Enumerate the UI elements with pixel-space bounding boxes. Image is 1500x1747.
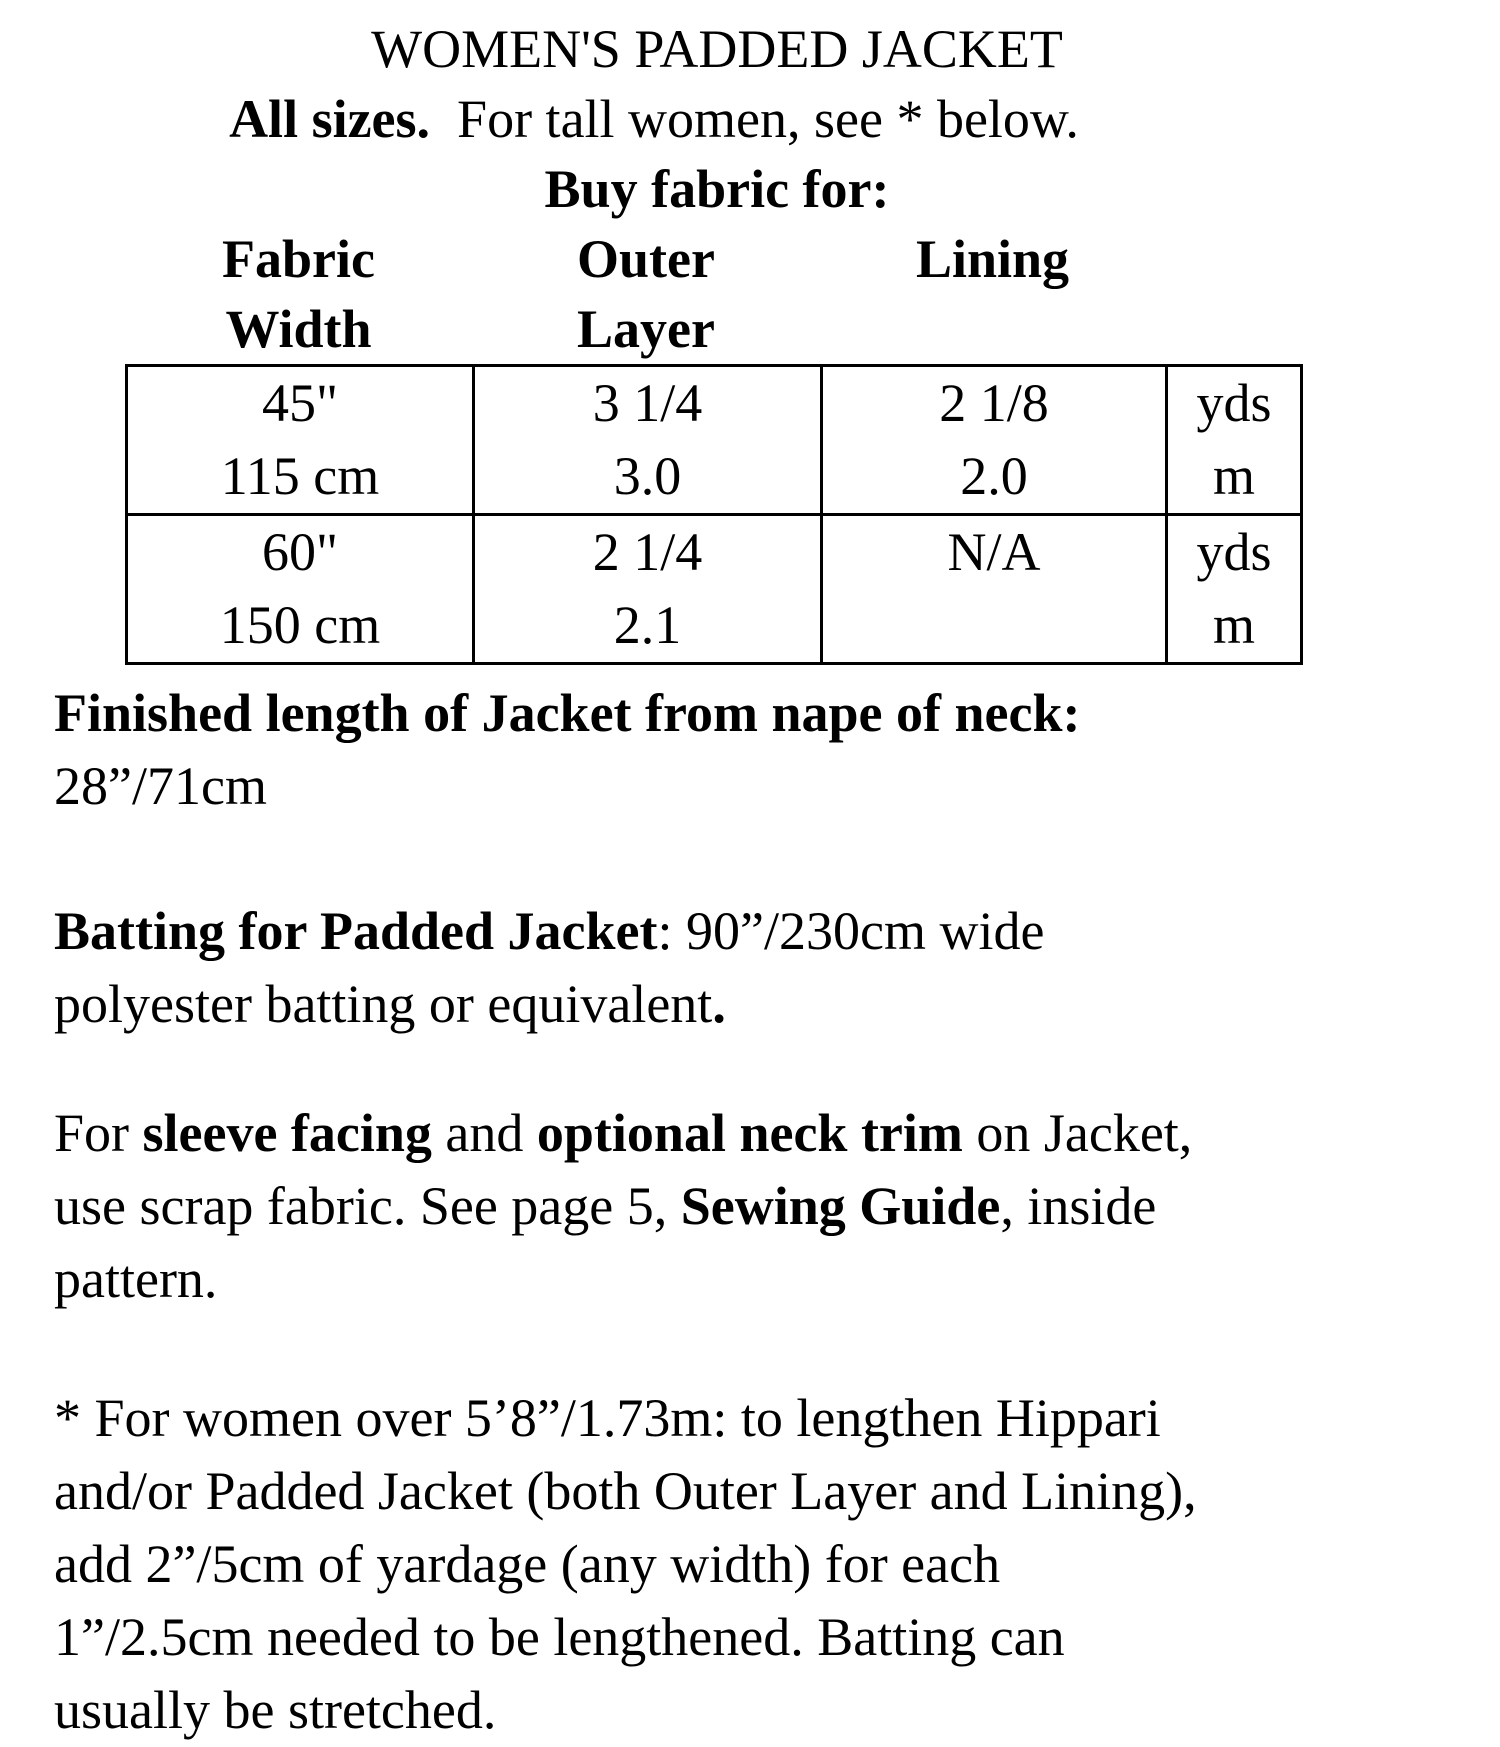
cell-line: 2.0 <box>960 446 1028 506</box>
batting-text: polyester batting or equivalent <box>54 974 713 1034</box>
column-header-line: Lining <box>915 229 1070 289</box>
cell-line: 2 1/4 <box>592 522 703 582</box>
cell-line: 115 cm <box>220 446 380 506</box>
paragraph-text: * For women over 5’8”/1.73m: to lengthen Hippari <box>54 1388 1161 1448</box>
units-cell <box>1167 515 1302 664</box>
paragraph-text: 1”/2.5cm needed to be lengthened. Batting can <box>54 1607 1065 1667</box>
document-header <box>54 14 1380 224</box>
sleeve-facing-term: sleeve facing <box>142 1103 432 1163</box>
all-sizes-label: All sizes. <box>229 89 431 149</box>
neck-trim-term: optional neck trim <box>536 1103 963 1163</box>
fabric-width-cell <box>127 515 474 664</box>
finished-length-value: 28”/71cm <box>54 756 267 816</box>
sleeve-facing-paragraph <box>54 1097 1454 1316</box>
buy-fabric-caption: Buy fabric for: <box>544 159 890 219</box>
units-cell <box>1167 366 1302 515</box>
paragraph-text: usually be stretched. <box>54 1680 497 1740</box>
cell-line: yds <box>1196 522 1272 582</box>
column-header-fabric-width <box>125 224 472 364</box>
sewing-guide-term: Sewing Guide <box>680 1176 1001 1236</box>
paragraph-text: , inside <box>1000 1176 1157 1236</box>
tall-women-note: For tall women, see * below. <box>430 89 1079 149</box>
sizes-line <box>54 84 1380 154</box>
finished-length-heading: Finished length of Jacket from nape of neck: <box>54 683 1081 743</box>
cell-line: 3.0 <box>613 446 682 506</box>
paragraph-text: on Jacket, <box>962 1103 1193 1163</box>
paragraph-text: use scrap fabric. See page 5, <box>54 1176 681 1236</box>
table-row-45-inch <box>127 366 1302 515</box>
cell-line: N/A <box>947 522 1041 582</box>
fabric-width-cell <box>127 366 474 515</box>
tall-women-paragraph <box>54 1382 1454 1747</box>
column-headers-row <box>125 224 1500 364</box>
lining-cell <box>822 515 1167 664</box>
column-header-line: Width <box>225 299 372 359</box>
cell-line: m <box>1212 595 1255 655</box>
cell-line: 3 1/4 <box>592 373 703 433</box>
cell-line: 150 cm <box>219 595 381 655</box>
paragraph-text: and <box>431 1103 537 1163</box>
outer-layer-cell <box>474 515 822 664</box>
paragraph-text: pattern. <box>54 1249 218 1309</box>
fabric-requirements-table <box>125 364 1303 665</box>
outer-layer-cell <box>474 366 822 515</box>
batting-text: : 90”/230cm wide <box>657 901 1045 961</box>
paragraph-text: and/or Padded Jacket (both Outer Layer and Lining), <box>54 1461 1197 1521</box>
column-header-outer-layer <box>472 224 820 364</box>
paragraph-text: add 2”/5cm of yardage (any width) for each <box>54 1534 1001 1594</box>
column-header-line: Layer <box>577 299 715 359</box>
column-header-line: Fabric <box>222 229 375 289</box>
cell-line: 2 1/8 <box>939 373 1049 433</box>
batting-period: . <box>712 974 726 1034</box>
column-header-lining <box>820 224 1165 364</box>
table-row-60-inch <box>127 515 1302 664</box>
cell-line: m <box>1212 446 1255 506</box>
paragraph-text: For <box>54 1103 143 1163</box>
cell-line: 60" <box>261 522 339 582</box>
lining-cell <box>822 366 1167 515</box>
batting-label: Batting for Padded Jacket <box>54 901 658 961</box>
cell-line: 45" <box>261 373 339 433</box>
cell-line: yds <box>1196 373 1272 433</box>
batting-paragraph <box>54 895 1454 1041</box>
column-header-line: Outer <box>577 229 715 289</box>
cell-line: 2.1 <box>613 595 682 655</box>
page-title: WOMEN'S PADDED JACKET <box>371 19 1063 79</box>
finished-length-paragraph <box>54 677 1454 823</box>
